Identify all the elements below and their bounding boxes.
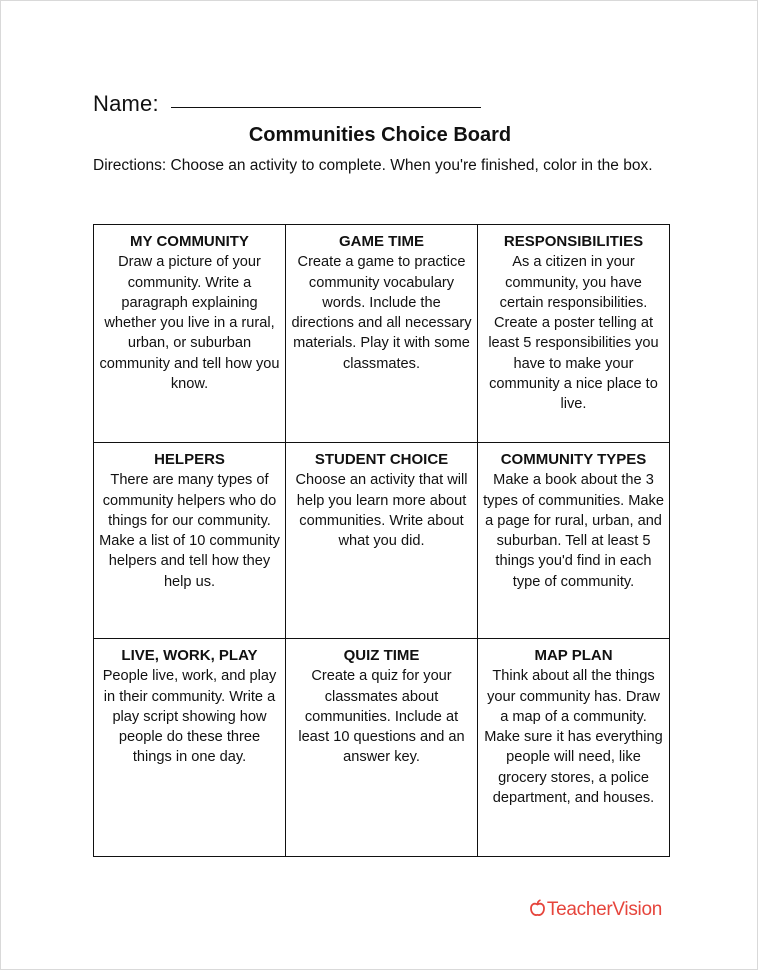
board-cell-student-choice[interactable] xyxy=(286,443,478,639)
board-cell-game-time[interactable] xyxy=(286,225,478,443)
board-cell-quiz-time[interactable] xyxy=(286,639,478,857)
cell-title: STUDENT CHOICE xyxy=(314,451,449,468)
board-cell-map-plan[interactable] xyxy=(478,639,670,857)
cell-body: Make a book about the 3 types of communities. Make a page for rural, urban, and suburban. Tell at least 5 things you'd find in each type of community. xyxy=(483,472,664,590)
teachervision-logo[interactable] xyxy=(530,899,662,923)
choice-board xyxy=(93,224,670,857)
cell-body: Choose an activity that will help you learn more about communities. Write about what you did. xyxy=(295,472,468,550)
directions-text: Directions: Choose an activity to complete. When you're finished, color in the box. xyxy=(93,157,653,174)
board-cell-responsibilities[interactable] xyxy=(478,225,670,443)
cell-body: Think about all the things your community has. Draw a map of a community. Make sure it has everything people will need, like grocery stores, a police department, and houses. xyxy=(484,668,663,807)
page-title: Communities Choice Board xyxy=(248,124,512,146)
board-row xyxy=(94,443,670,639)
cell-body: Draw a picture of your community. Write a paragraph explaining whether you live in a rural, urban, or suburban community and tell how you know. xyxy=(99,254,280,393)
cell-body: Create a quiz for your classmates about communities. Include at least 10 questions and an answer key. xyxy=(298,668,465,766)
cell-title: MAP PLAN xyxy=(534,647,613,664)
cell-title: MY COMMUNITY xyxy=(130,233,249,250)
cell-title: LIVE, WORK, PLAY xyxy=(121,647,258,664)
cell-body: There are many types of community helpers who do things for our community. Make a list of 10 community helpers and tell how they help us. xyxy=(99,472,280,590)
cell-title: GAME TIME xyxy=(339,233,424,250)
cell-body: As a citizen in your community, you have certain responsibilities. Create a poster telling at least 5 responsibilities you have to make your community a nice place to live. xyxy=(488,254,659,413)
board-cell-live-work-play[interactable] xyxy=(94,639,286,857)
cell-title: HELPERS xyxy=(154,451,225,468)
cell-body: Create a game to practice community vocabulary words. Include the directions and all necessary materials. Play it with some classmates. xyxy=(291,254,472,372)
cell-title: RESPONSIBILITIES xyxy=(503,233,644,250)
name-blank-line[interactable] xyxy=(171,107,481,108)
board-cell-community-types[interactable] xyxy=(478,443,670,639)
logo-text: TeacherVision xyxy=(546,899,662,920)
cell-body: People live, work, and play in their community. Write a play script showing how people do these three things in one day. xyxy=(102,668,277,766)
name-field xyxy=(93,91,481,117)
cell-title: QUIZ TIME xyxy=(343,647,420,664)
board-cell-my-community[interactable] xyxy=(94,225,286,443)
cell-title: COMMUNITY TYPES xyxy=(500,451,647,468)
board-row xyxy=(94,639,670,857)
board-cell-helpers[interactable] xyxy=(94,443,286,639)
name-label: Name: xyxy=(93,91,166,116)
board-row xyxy=(94,225,670,443)
apple-icon xyxy=(530,899,545,923)
